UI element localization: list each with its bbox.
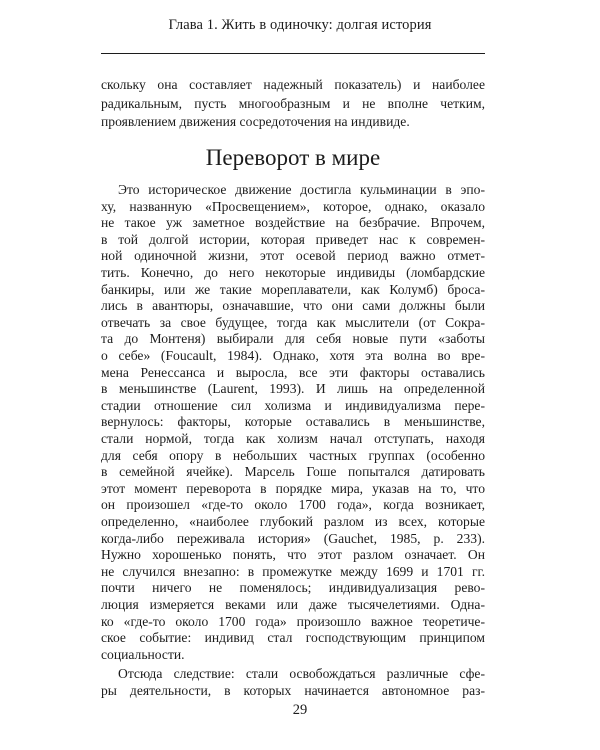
text-line: социальности. (101, 646, 185, 662)
text-line: радикальным, пусть многообразным и не вполне четким, (101, 95, 485, 111)
text-line: мена Ренессанса и выросла, все эти факторы оставались (101, 364, 485, 380)
running-head: Глава 1. Жить в одиночку: долгая история (168, 17, 432, 33)
section-heading: Переворот в мире (205, 145, 381, 170)
text-line: когда-либо переживала история» (Gauchet, 1985, p. 233). (101, 530, 485, 546)
text-line: та до Монтеня) выбирали для себя новые пути «заботы (101, 331, 485, 347)
text-line: о себе» (Foucault, 1984). Однако, хотя эта волна во вре- (101, 348, 485, 363)
text-line: тить. Конечно, до него некоторые индивиды (ломбардские (101, 265, 485, 280)
text-line: определенно, «наиболее глубокий разлом из всех, которые (101, 514, 485, 529)
text-line: ху, названную «Просвещением», которое, однако, оказало (101, 198, 485, 214)
text-line: проявлением движения сосредоточения на индивиде. (101, 114, 410, 129)
text-line: ной одиночной жизни, этот осевой период важно отмет- (101, 248, 485, 264)
text-line: ко «где-то около 1700 года» произошло важное теоретиче- (101, 613, 485, 629)
text-line: он произошел «где-то около 1700 года», когда возникает, (101, 497, 485, 513)
text-line: стали нормой, тогда как холизм начал отступать, находя (101, 431, 485, 446)
text-line: скольку она составляет надежный показатель) и наиболее (101, 77, 485, 92)
header-rule (101, 53, 485, 54)
text-line: люция измеряется веками или даже тысячелетиями. Одна- (101, 597, 485, 612)
text-line: в той долгой истории, которая приведет нас к современ- (101, 231, 485, 247)
text-line: в семейной ячейке). Марсель Гоше попытался датировать (101, 464, 485, 480)
text-line: ское событие: индивид стал господствующим принципом (101, 630, 485, 646)
page-number: 29 (292, 702, 308, 718)
text-line: не такое уж заметное воздействие на безбрачие. Впрочем, (101, 215, 485, 231)
text-line: Это историческое движение достигла кульминации в эпо- (118, 182, 485, 197)
text-line: ры деятельности, в которых начинается автономное раз- (101, 683, 485, 698)
text-line: лись в авантюры, означавшие, что они сами должны были (101, 298, 485, 314)
text-line: отвечать за свое будущее, тогда как мыслители (от Сокра- (101, 314, 485, 330)
text-line: почти ничего не поменялось; индивидуализация рево- (101, 580, 485, 596)
text-line: Отсюда следствие: стали освобождаться различные сфе- (118, 666, 485, 682)
text-line: Нужно хорошенько понять, что этот разлом означает. Он (101, 547, 485, 563)
text-line: банкиры, или же такие мореплаватели, как Колумб) броса- (101, 281, 485, 297)
text-line: вернулось: факторы, которые оставались в меньшинстве, (101, 414, 485, 430)
text-line: этот момент переворота в порядке мира, указав на то, что (101, 480, 485, 496)
text-line: стадии отношение сил холизма и индивидуализма пере- (101, 397, 485, 413)
text-line: для себя опору в небольших частных группах (особенно (101, 447, 485, 463)
text-line: в меньшинстве (Laurent, 1993). И лишь на определенной (101, 381, 485, 397)
text-line: не случился внезапно: в промежутке между 1699 и 1701 гг. (101, 563, 485, 579)
